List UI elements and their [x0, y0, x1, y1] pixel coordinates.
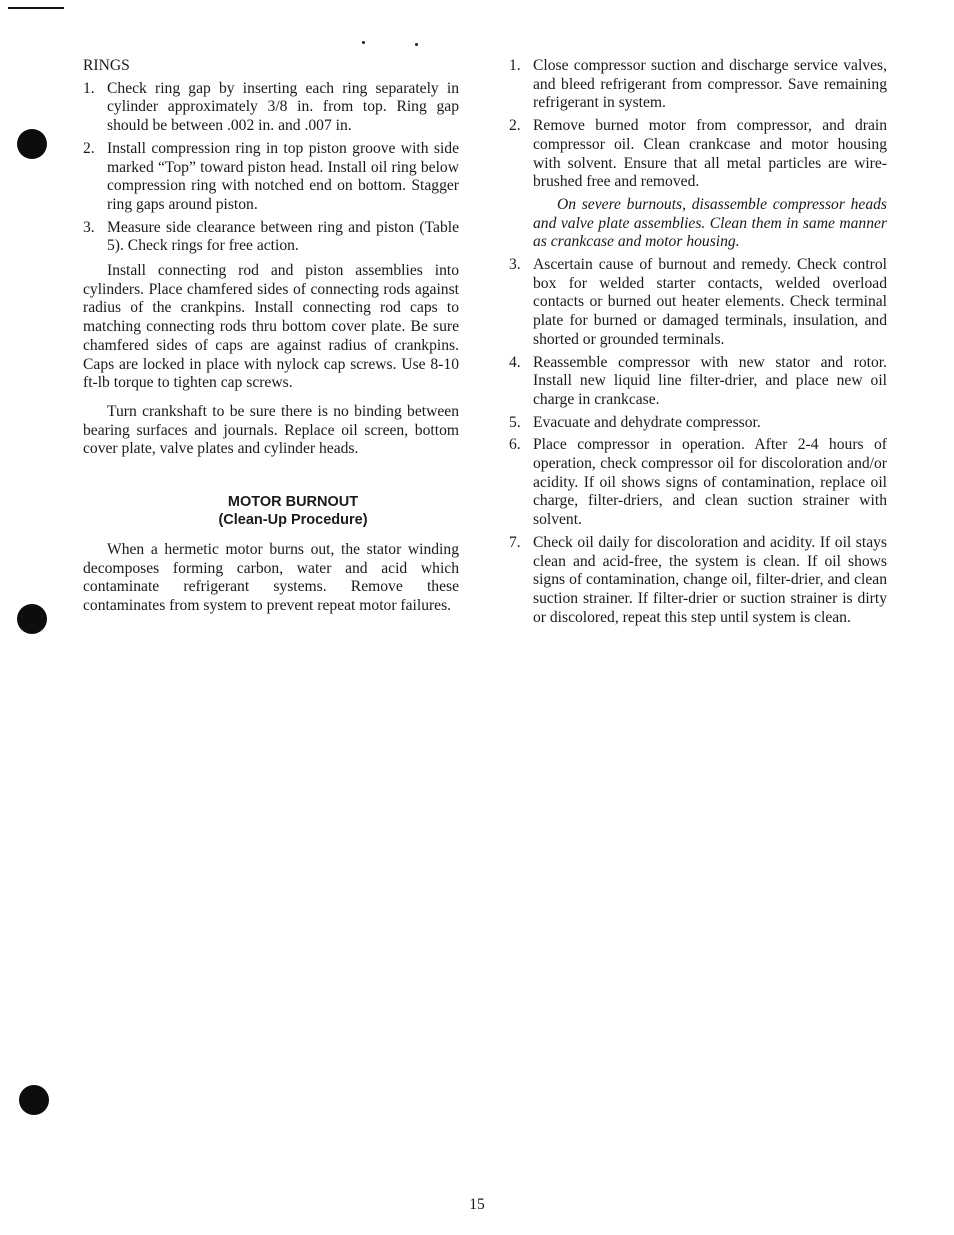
- list-item: 1. Check ring gap by inserting each ring separately in cylinder approximately 3/8 in. from top. Ring gap should be between .002 in. and .007 in.: [83, 79, 459, 135]
- list-item: 4. Reassemble compressor with new stator and rotor. Install new liquid line filter-drier, and place new oil charge in crankcase.: [509, 353, 887, 408]
- turn-crankshaft-paragraph: Turn crankshaft to be sure there is no binding between bearing surfaces and journals. Replace oil screen, bottom cover plate, valve plates and cylinder heads.: [83, 402, 459, 458]
- section-title: MOTOR BURNOUT: [227, 494, 359, 511]
- section-heading: [127, 493, 459, 529]
- left-column: [83, 57, 459, 616]
- severe-burnout-note: On severe burnouts, disassemble compressor heads and valve plate assemblies. Clean them in same manner as crankcase and motor housing.: [533, 195, 887, 251]
- binder-hole: [17, 129, 47, 159]
- scan-edge-mark: [8, 7, 64, 9]
- list-item: 1. Close compressor suction and discharge service valves, and bleed refrigerant from compressor. Save remaining refrigerant in system.: [509, 57, 887, 112]
- burnout-paragraph: When a hermetic motor burns out, the stator winding decomposes forming carbon, water and acid which contaminate refrigerant systems. Remove these contaminates from system to prevent repeat motor failures.: [83, 541, 459, 615]
- binder-hole: [17, 604, 47, 634]
- right-column: [509, 57, 887, 631]
- rings-steps: [83, 80, 459, 256]
- install-paragraph: Install connecting rod and piston assemblies into cylinders. Place chamfered sides of connecting rods against radius of the crankpins. Install connecting rod caps to matching connecting rods thru bottom cover plate. Be sure chamfered sides of caps are against radius of crankpins. Caps are locked in place with nylock cap screws. Use 8-10 ft-lb torque to tighten cap screws.: [83, 262, 459, 392]
- cleanup-steps-b: [509, 256, 887, 627]
- list-item: 2. Install compression ring in top piston groove with side marked “Top” toward piston head. Install oil ring below compression ring with notched end on bottom. Stagger ring gaps around piston.: [83, 139, 459, 213]
- list-item: 3. Measure side clearance between ring and piston (Table 5). Check rings for free action.: [83, 218, 459, 255]
- cleanup-steps-a: [509, 57, 887, 192]
- scan-speck: [362, 41, 365, 44]
- scan-speck: [415, 43, 418, 46]
- list-item: 7. Check oil daily for discoloration and acidity. If oil stays clean and acid-free, the system is clean. If oil shows signs of contamination, change oil, filter-drier, and clean suction strainer. If filter-drier or suction strainer is dirty or discolored, repeat this step until system is clean.: [509, 533, 887, 626]
- list-item: 2. Remove burned motor from compressor, and drain compressor oil. Clean crankcase and motor housing with solvent. Ensure that all metal particles are wire-brushed free and removed.: [509, 117, 887, 191]
- rings-heading: RINGS: [83, 57, 130, 74]
- list-item: 5. Evacuate and dehydrate compressor.: [509, 413, 761, 431]
- section-subtitle: (Clean-Up Procedure): [218, 512, 368, 529]
- list-item: 3. Ascertain cause of burnout and remedy. Check control box for welded starter contacts, welded overload contacts or burned out heater elements. Check terminal plate for burned or damaged terminals, insulation, and shorted or grounded terminals.: [509, 256, 887, 348]
- binder-hole: [19, 1085, 49, 1115]
- list-item: 6. Place compressor in operation. After 2-4 hours of operation, check compressor oil for discoloration and/or acidity. If oil shows signs of contamination, replace oil charge, filter-driers, and clean suction strainer with solvent.: [509, 436, 887, 529]
- page-number: 15: [469, 1196, 485, 1213]
